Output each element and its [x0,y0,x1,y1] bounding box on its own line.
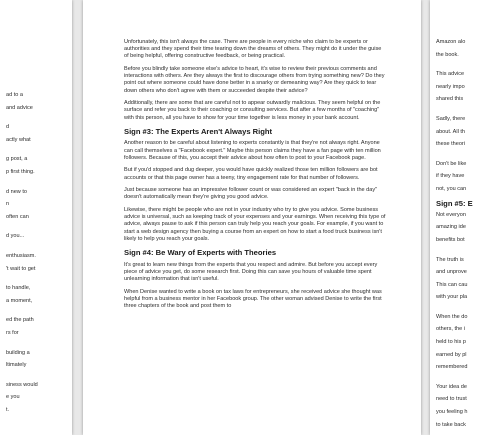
text-fragment: these theori [436,141,465,148]
text-fragment: ad to a [6,92,23,98]
next-page [430,0,500,435]
section-heading: Sign #4: Be Wary of Experts with Theories [124,248,277,258]
body-paragraph: When Denise wanted to write a book on tax laws for entrepreneurs, she received advice she thought was helpful from a business mentor in her Facebook group. The other woman advised Denise to write the first three chapters of the book and post them to [124,288,382,309]
current-page-text [124,39,386,316]
current-page [83,0,421,435]
text-fragment: if they have [436,173,465,180]
section-heading: Sign #5: E [436,198,473,208]
text-fragment: and advice [6,104,33,111]
previous-page-text [6,92,70,419]
text-fragment: e you [6,394,20,401]
text-fragment: g post, a [6,156,28,163]
body-paragraph: Likewise, there might be people who are not in your industry who try to give you advice. Some business advice is universal, such as keeping track of your expenses and your earnings. When receiving this type of advice, always pause to ask if this person can truly help you reach your goals. For example, if you want to start a web design agency then buying a course from an expert on how to start a food truck business isn't likely to help you reach your goals. [124,206,386,242]
body-paragraph: Just because someone has an impressive follower count or was considered an expert "back in the day" doesn't automatically mean they're giving you good advice. [124,187,378,201]
text-fragment: Your idea de [436,383,467,390]
text-fragment: ed the path [6,317,34,324]
text-fragment: to handle, [6,285,31,292]
text-fragment: shared this [436,96,464,103]
text-fragment: Sadly, there [436,115,466,122]
text-fragment: need to trust [436,396,467,403]
body-paragraph: But if you'd stopped and dug deeper, you would have quickly realized those ten million followers are bot accounts or that this page owner has a teeny, tiny engagement rate for that number of followers. [124,167,378,181]
text-fragment: rs for [6,329,19,336]
text-fragment: enthusiasm. [6,252,36,259]
text-fragment: actly what [6,136,31,143]
text-fragment: building a [6,349,30,356]
text-fragment: The truth is [436,256,464,263]
text-fragment: about. All th [436,128,465,135]
text-fragment: When the do [436,313,468,320]
body-paragraph: Another reason to be careful about listening to experts constantly is that they're not always right. Anyone can call themselves a "Facebook expert." Maybe this person claims they have a fan page with ten million followers. Because of this, you accept their advice about how often to post to your Facebook page. [124,140,381,161]
text-fragment: d new to [6,188,27,195]
text-fragment: others, the i [436,326,465,333]
next-page-text [436,39,500,434]
text-fragment: not, you can [436,185,467,192]
body-paragraph: Before you blindly take someone else's advice to heart, it's wise to review their previous comments and interactions with others. Are they always the first to discourage others from trying something new? Do they point out where someone could have done better in a snarky or demeaning way? Are they quick to tear down others who don't agree with them or succeeded despite their advice? [124,66,385,94]
text-fragment: p first thing. [6,168,35,175]
section-heading: Sign #3: The Experts Aren't Always Right [124,127,273,137]
previous-page [0,0,72,435]
text-fragment: amazing ide [436,224,466,231]
body-paragraph: Additionally, there are some that are careful not to appear outwardly malicious. They seem helpful on the surface and refer you back to their coaching or consulting services. But after a few months of "coaching" with this person, all you have to show for your time together is less money in your bank account. [124,100,381,121]
text-fragment: d you... [6,233,25,240]
text-fragment: Don't be like [436,160,467,167]
body-paragraph: Unfortunately, this isn't always the case. There are people in every niche who claim to be experts or authorities and they spend their time tearing down the dreams of others. They might do it under the guise of being helpful, offering constructive feedback, or being practical. [124,39,382,60]
text-fragment: Amazon alo [436,39,466,45]
text-fragment: This advice [436,71,465,78]
text-fragment: a moment, [6,297,33,304]
text-fragment: This can cau [436,281,468,288]
text-fragment: nearly impo [436,83,465,90]
text-fragment: 't wait to get [6,265,36,272]
body-paragraph: It's great to learn new things from the experts that you respect and admire. But before you accept every piece of advice you get, do some research first. Doing this can save you hours of valuable time spent unlearning information that isn't useful. [124,261,378,282]
text-fragment: held to his p [436,339,466,346]
text-fragment: to take back [436,421,466,428]
text-fragment: ltimately [6,362,27,369]
text-fragment: earned by pl [436,351,467,358]
text-fragment: the book. [436,51,459,58]
text-fragment: t. [6,406,10,413]
text-fragment: benefits bot [436,236,465,243]
text-fragment: d [6,124,10,131]
text-fragment: you feeling h [436,409,468,416]
text-fragment: often can [6,213,29,220]
text-fragment: and unprove [436,269,467,276]
text-fragment: n [6,201,10,208]
text-fragment: remembered [436,364,468,371]
text-fragment: Not everyon [436,211,466,218]
text-fragment: with your pla [436,294,468,301]
text-fragment: siness would [6,381,38,388]
